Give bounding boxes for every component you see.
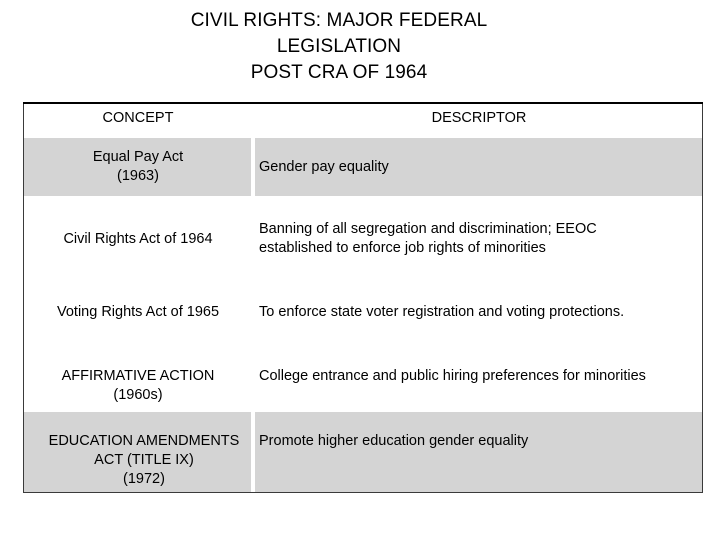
descriptor-cell: [259, 282, 699, 342]
descriptor-line: established to enforce job rights of minorities: [259, 240, 546, 256]
row-divider: [24, 408, 702, 412]
row-divider: [24, 134, 702, 138]
concept-cell: [24, 200, 252, 278]
page-title: [0, 8, 678, 86]
concept-line: Voting Rights Act of 1965: [56, 303, 220, 320]
table-top-border: [23, 102, 703, 104]
table-row: [24, 282, 702, 342]
table-row: [24, 412, 702, 492]
concept-line: (1963): [117, 168, 159, 184]
concept-cell: [28, 412, 260, 492]
row-divider: [24, 196, 702, 200]
row-divider: [24, 342, 702, 346]
concept-cell: [24, 346, 252, 408]
concept-line: (1972): [123, 471, 165, 487]
concept-line: (1960s): [113, 387, 163, 403]
table-row: [24, 138, 702, 196]
descriptor-cell: [259, 412, 699, 492]
descriptor-cell: [259, 200, 699, 278]
title-line-1: CIVIL RIGHTS: MAJOR FEDERAL: [190, 10, 488, 31]
concept-cell: [24, 138, 252, 196]
table-row: [24, 200, 702, 278]
column-divider: [251, 104, 255, 492]
concept-line: ACT (TITLE IX): [94, 452, 194, 468]
descriptor-cell: [259, 346, 699, 408]
descriptor-line: Promote higher education gender equality: [259, 433, 529, 449]
table-header-row: [24, 104, 702, 134]
descriptor-cell: [259, 138, 699, 196]
descriptor-line: Banning of all segregation and discrimination; EEOC: [259, 221, 597, 237]
header-descriptor: DESCRIPTOR: [431, 110, 527, 126]
descriptor-line: College entrance and public hiring preferences for minorities: [259, 368, 646, 384]
concept-line: Civil Rights Act of 1964: [63, 230, 213, 247]
concept-line: AFFIRMATIVE ACTION: [61, 368, 215, 384]
title-line-2: LEGISLATION: [276, 36, 402, 57]
concept-cell: [24, 282, 252, 342]
title-line-3: POST CRA OF 1964: [250, 62, 428, 83]
descriptor-line: Gender pay equality: [259, 158, 389, 175]
concept-line: Equal Pay Act: [92, 149, 184, 165]
row-divider: [24, 278, 702, 282]
descriptor-line: To enforce state voter registration and voting protections.: [259, 303, 625, 320]
concept-line: EDUCATION AMENDMENTS: [48, 433, 240, 449]
header-concept: CONCEPT: [102, 110, 174, 126]
table-row: [24, 346, 702, 408]
